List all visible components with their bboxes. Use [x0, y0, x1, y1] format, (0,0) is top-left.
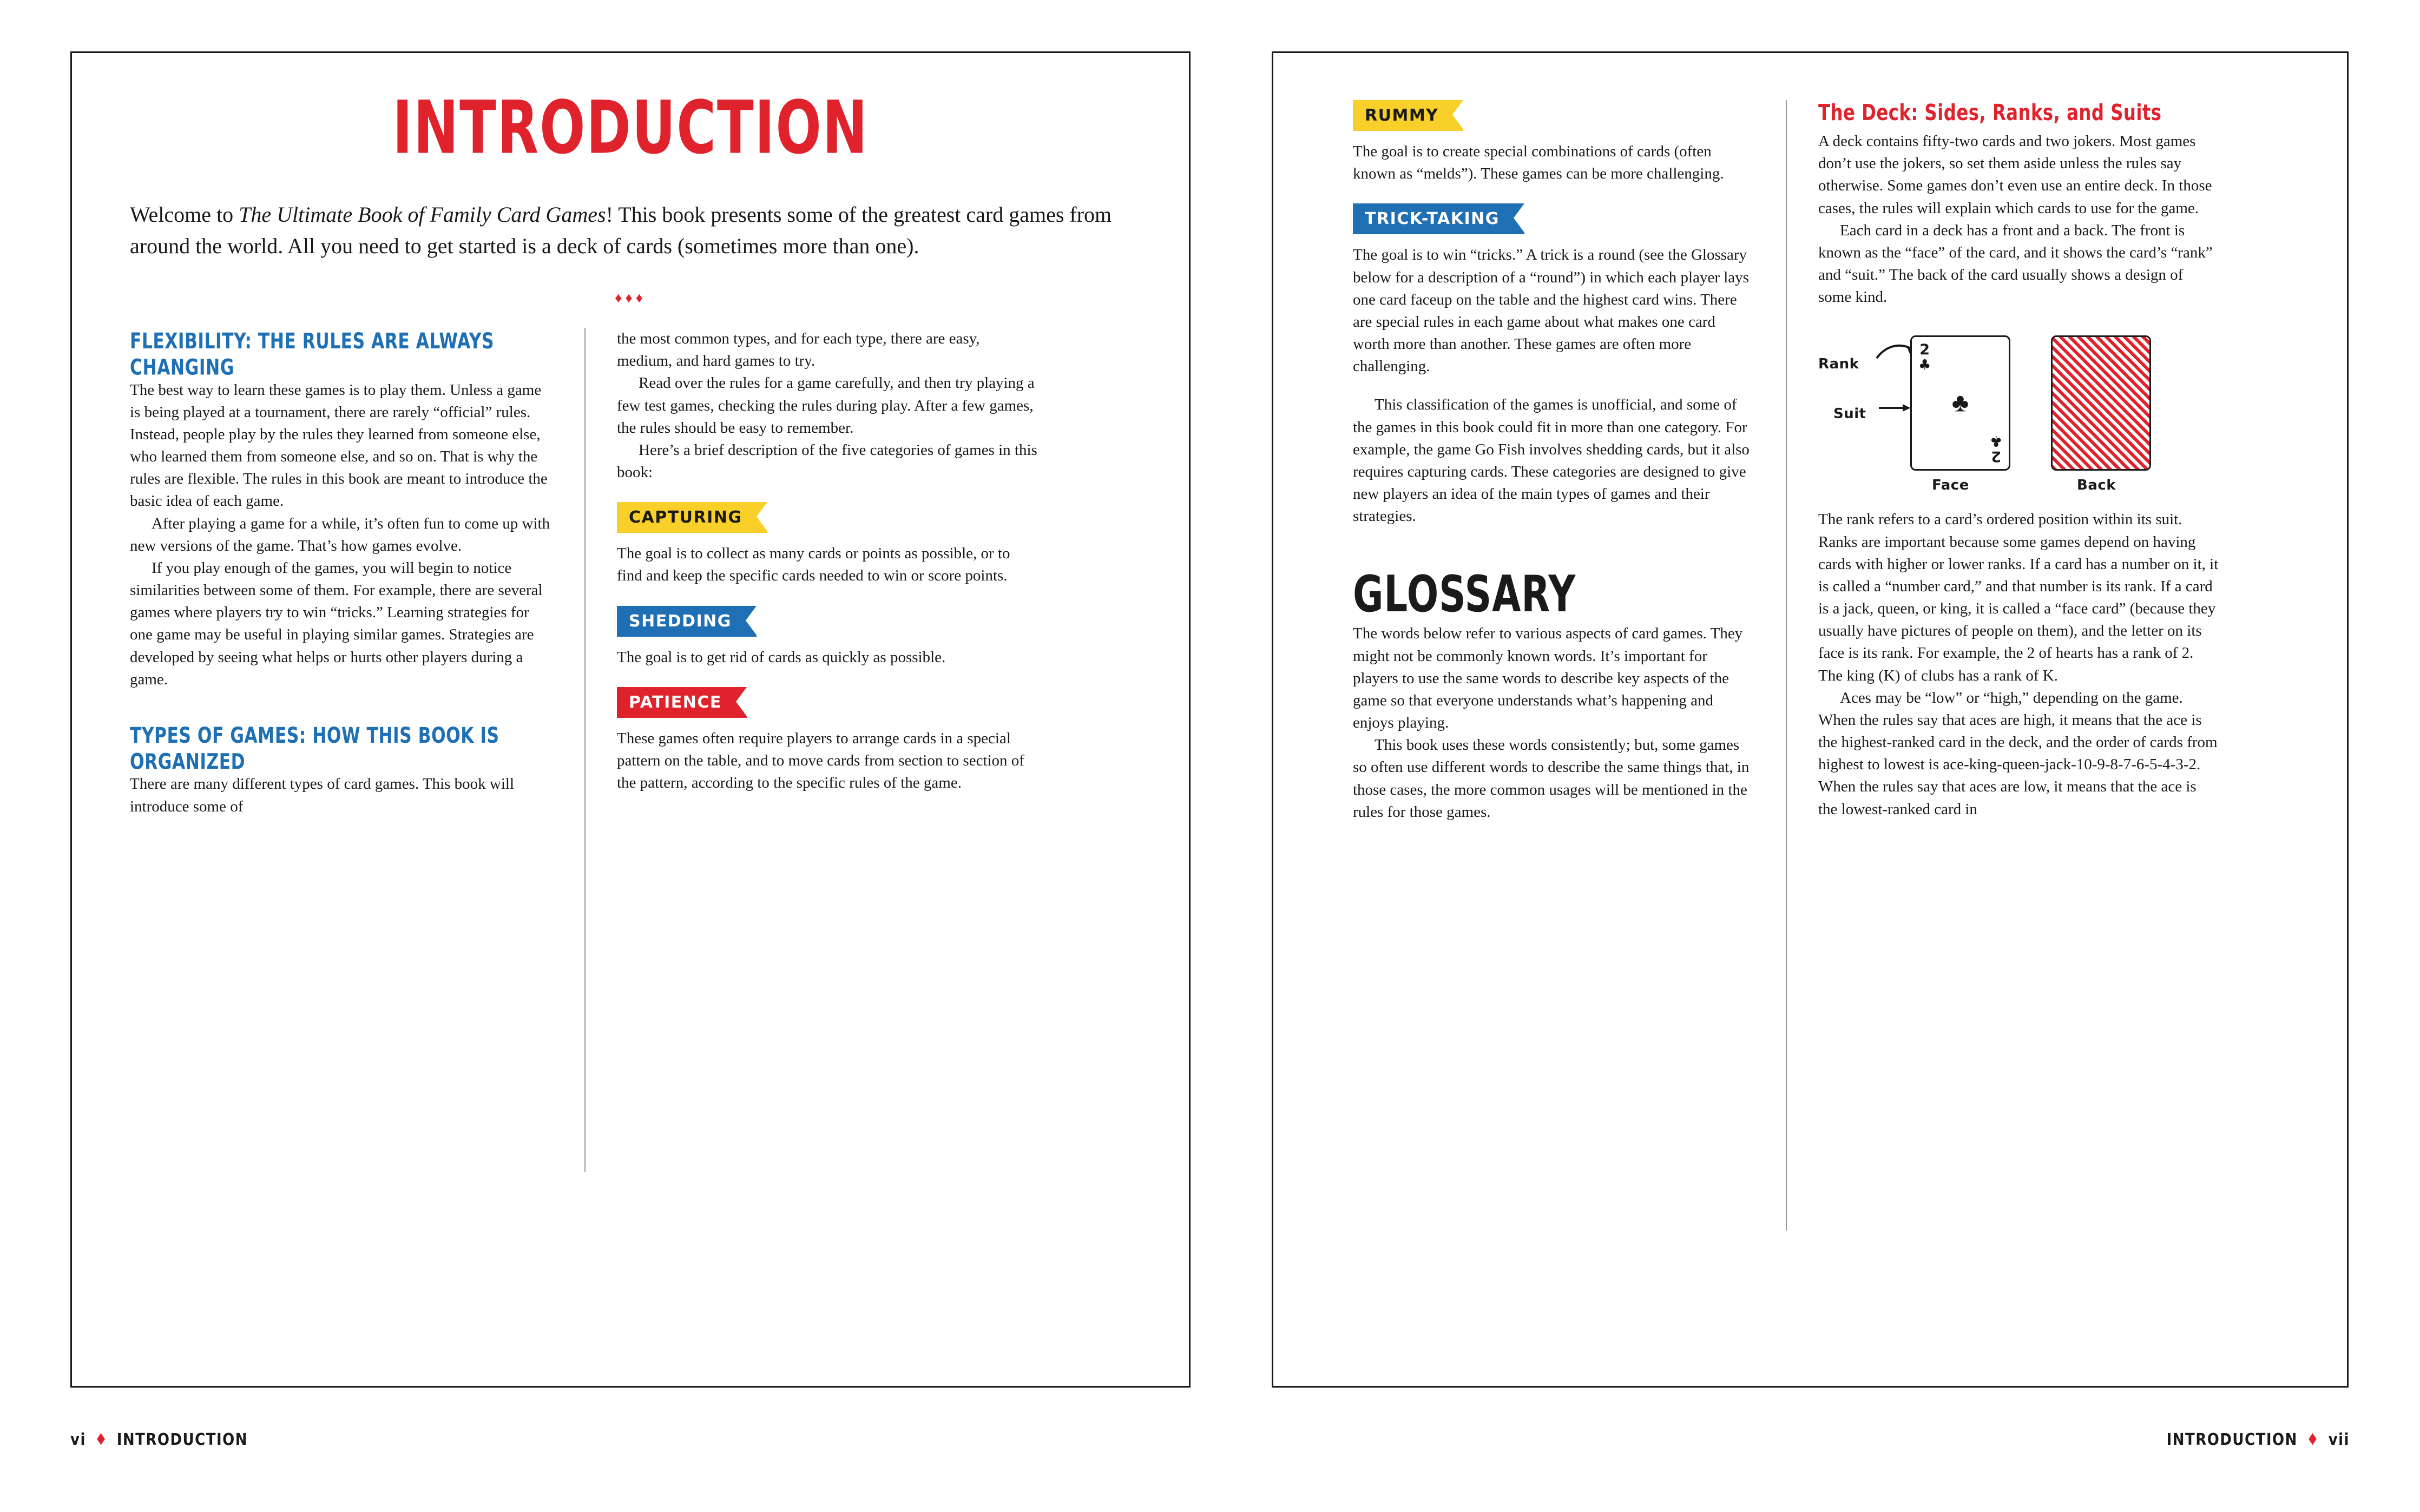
right-column-one — [1353, 100, 1786, 1231]
intro-post: ! This book presents some of the greatest card games from around the world. All you need to get started is a deck of cards (sometimes more than one). — [130, 202, 1112, 258]
card-corner-top-left — [1918, 342, 1931, 372]
flexibility-paragraph-1: The best way to learn these games is to play them. Unless a game is being played at a tournament, there are rarely “official” rules. Instead, people play by the rules they learned from someone else, who learned them from someone else, and so on. That is why the rules are flexible. The rules in this book are meant to introduce the basic idea of each game. — [130, 381, 548, 510]
right-footer-label: INTRODUCTION — [2166, 1430, 2298, 1450]
footer-diamond-icon: ♦ — [94, 1430, 108, 1450]
classification-paragraph: This classification of the games is unofficial, and some of the games in this book could fit in more than one category. For example, the game Go Fish involves shedding cards, but it also requires capturing cards. These categories are designed to give new players an idea of the main types of games and their strategies. — [1353, 396, 1750, 525]
card-back-illustration — [2051, 335, 2151, 471]
capturing-description: The goal is to collect as many cards or points as possible, or to find and keep the specific cards needed to win or score points. — [617, 545, 1010, 585]
right-page-content — [1353, 100, 2273, 1231]
types-continued-paragraph-1: the most common types, and for each type, there are easy, medium, and hard games to try. — [617, 330, 980, 370]
figure-label-back: Back — [2077, 477, 2116, 494]
intro-pre: Welcome to — [130, 202, 239, 227]
deck-paragraph-2: Each card in a deck has a front and a back. The front is known as the “face” of the card, and it shows the card’s “rank” and “suit.” The back of the card usually shows a design of some kind. — [1818, 221, 2213, 306]
deck-paragraph-1: A deck contains fifty-two cards and two jokers. Most games don’t use the jokers, so set them aside unless the rules say otherwise. Some games don’t even use an entire deck. In those cases, the rules will explain which cards to use for the game. — [1818, 133, 2212, 217]
figure-label-face: Face — [1932, 477, 1969, 494]
rummy-description: The goal is to create special combinations of cards (often known as “melds”). These games can be more challenging. — [1353, 143, 1724, 183]
left-two-column-layout — [130, 328, 1131, 1172]
flexibility-paragraph-2: After playing a game for a while, it’s often fun to come up with new versions of the game. That’s how games evolve. — [130, 514, 550, 554]
intro-paragraph — [130, 199, 1131, 262]
figure-arrows — [1818, 330, 2240, 492]
page-title: INTRODUCTION — [392, 85, 869, 170]
trick-taking-description: The goal is to win “tricks.” A trick is a round (see the Glossary below for a description of a “round”) in which each player lays one card faceup on the table and the highest card wins. There are special rules in each game about what makes one card worth more than another. These games are often more challenging. — [1353, 246, 1749, 375]
card-rank-value: 2 — [1919, 341, 1930, 359]
figure-label-rank: Rank — [1818, 356, 1859, 373]
banner-capturing: CAPTURING — [617, 502, 767, 533]
glossary-heading: GLOSSARY — [1353, 565, 1576, 624]
rank-paragraph-2: Aces may be “low” or “high,” depending on the game. When the rules say that aces are high, it means that the ace is the highest-ranked card in the deck, and the order of cards from highest to lowest is ace-king-queen-jack-10-9-8-7-6-5-4-3-2. When the rules say that aces are low, it means that the ace is the lowest-ranked card in — [1818, 689, 2218, 818]
card-anatomy-figure — [1818, 330, 2240, 492]
deck-section-heading: The Deck: Sides, Ranks, and Suits — [1818, 100, 2162, 126]
shedding-description: The goal is to get rid of cards as quickly as possible. — [617, 648, 946, 666]
types-continued-paragraph-2: Read over the rules for a game carefully, and then try playing a few test games, checking the rules during play. After a few games, the rules should be easy to remember. — [617, 374, 1035, 437]
left-footer-label: INTRODUCTION — [116, 1430, 248, 1450]
ornament-diamonds: ♦♦♦ — [615, 290, 646, 306]
card-corner-bottom-right — [1990, 434, 2002, 464]
banner-rummy: RUMMY — [1353, 100, 1463, 131]
club-suit-icon-bottom: ♣ — [1989, 433, 2002, 450]
banner-patience: PATIENCE — [617, 687, 747, 718]
right-page-footer — [2167, 1431, 2350, 1450]
card-center-club-icon: ♣ — [1951, 388, 1969, 418]
book-title-italic: The Ultimate Book of Family Card Games — [239, 202, 606, 227]
left-column-two — [584, 328, 1039, 1172]
left-page-footer — [70, 1431, 248, 1450]
glossary-paragraph-1: The words below refer to various aspects of card games. They might not be commonly known words. It’s important for players to use the same words to describe key aspects of the game so that everyone understands what’s happening and enjoys playing. — [1353, 625, 1743, 732]
types-paragraph-1: There are many different types of card games. This book will introduce some of — [130, 775, 515, 815]
section-heading-flexibility: FLEXIBILITY: THE RULES ARE ALWAYS CHANGING — [130, 328, 495, 380]
figure-label-suit: Suit — [1833, 406, 1866, 422]
right-column-two — [1786, 100, 2219, 1231]
footer-diamond-icon-right: ♦ — [2306, 1430, 2320, 1450]
card-rank-value-bottom: 2 — [1990, 448, 2001, 465]
right-footer-page-number: vii — [2328, 1430, 2350, 1450]
banner-shedding: SHEDDING — [617, 606, 757, 637]
banner-trick-taking: TRICK-TAKING — [1353, 203, 1524, 234]
types-continued-paragraph-3: Here’s a brief description of the five categories of games in this book: — [617, 441, 1037, 481]
patience-description: These games often require players to arrange cards in a special pattern on the table, and to move cards from section to section of the pattern, according to the specific rules of the game. — [617, 729, 1024, 792]
left-page-content — [130, 85, 1131, 1172]
flexibility-paragraph-3: If you play enough of the games, you will begin to notice similarities between some of them. For example, there are several games where players try to win “tricks.” Learning strategies for one game may be useful in playing similar games. Strategies are developed by seeing what helps or hurts other players during a game. — [130, 559, 543, 688]
rank-paragraph-1: The rank refers to a card’s ordered position within its suit. Ranks are important because some games depend on having cards with higher or lower ranks. If a card has a number on it, it is called a “number card,” and that number is its rank. If a card is a jack, queen, or king, it is called a “face card” (because they usually have pictures of people on them), and the letter on its face is its rank. For example, the 2 of hearts has a rank of 2. The king (K) of clubs has a rank of K. — [1818, 511, 2219, 684]
left-column-one — [130, 328, 584, 1172]
left-footer-page-number: vi — [70, 1430, 86, 1450]
glossary-paragraph-2: This book uses these words consistently; but, some games so often use different words to describe the same things that, in those cases, the more common usages will be mentioned in the rules for those games. — [1353, 736, 1750, 821]
section-heading-types-of-games: TYPES OF GAMES: HOW THIS BOOK IS ORGANIZED — [130, 722, 499, 775]
card-face-illustration — [1910, 335, 2010, 471]
club-suit-icon: ♣ — [1918, 357, 1931, 374]
